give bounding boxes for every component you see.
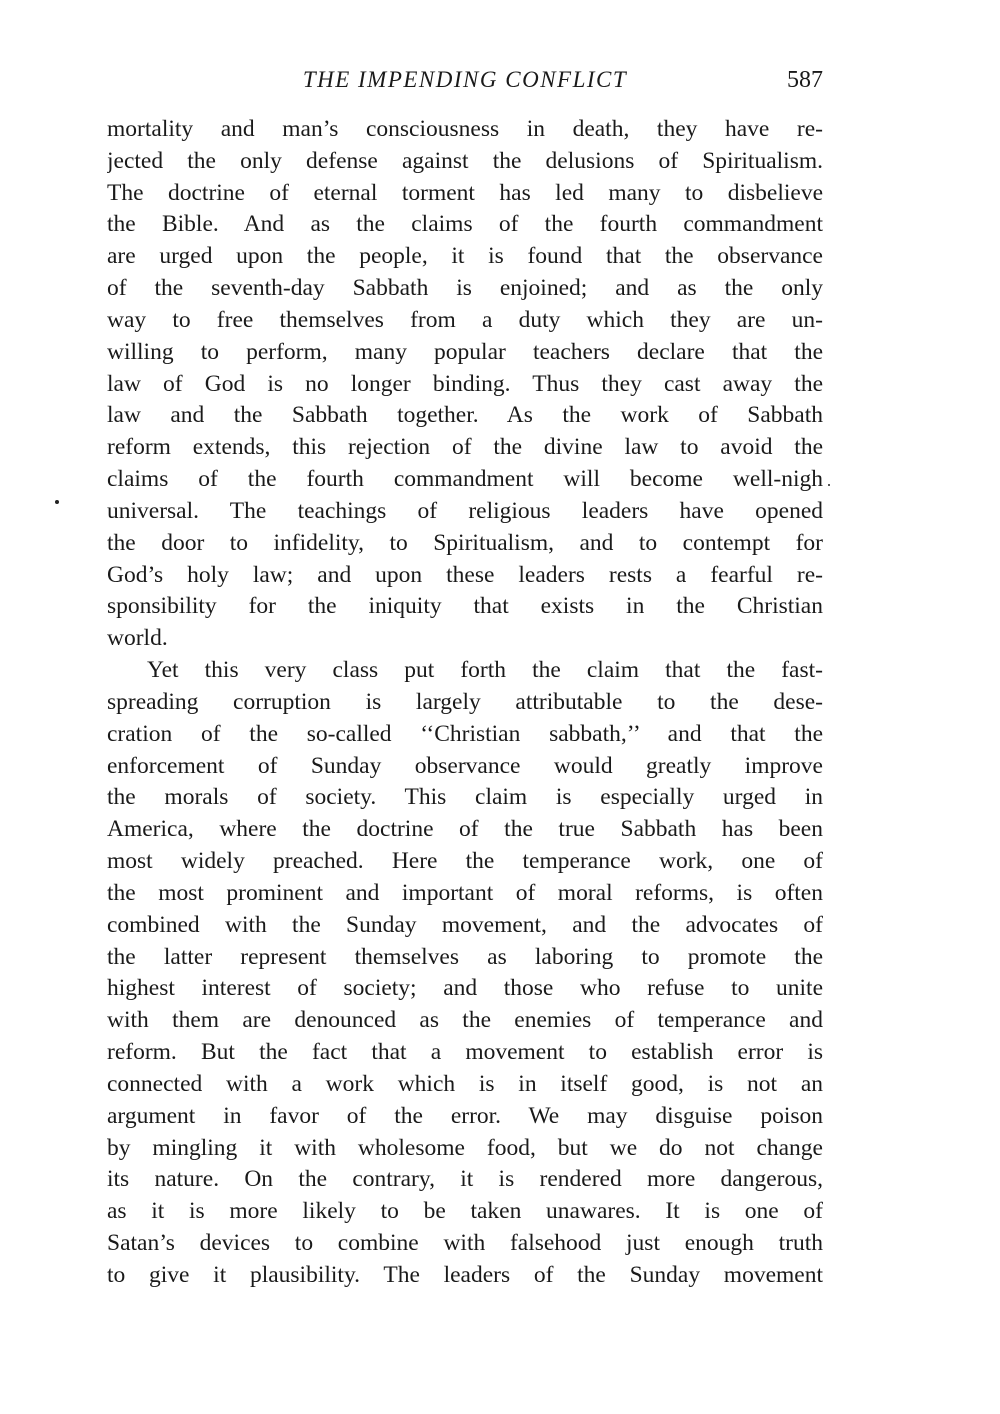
- text-line: the latter represent themselves as laboring to promote the: [107, 943, 823, 970]
- text-line: America, where the doctrine of the true Sabbath has been: [107, 816, 823, 843]
- text-line: the door to infidelity, to Spiritualism, and to contempt for: [107, 529, 823, 556]
- text-line: God’s holy law; and upon these leaders rests a fearful re-: [107, 561, 823, 588]
- text-line: willing to perform, many popular teachers declare that the: [107, 338, 823, 365]
- text-line: Satan’s devices to combine with falsehood just enough truth: [107, 1229, 823, 1256]
- text-line: its nature. On the contrary, it is rendered more dangerous,: [107, 1166, 823, 1193]
- ink-speck: [828, 484, 830, 486]
- text-line: sponsibility for the iniquity that exists in the Christian: [107, 593, 823, 620]
- text-line: to give it plausibility. The leaders of the Sunday movement: [107, 1261, 823, 1288]
- text-line: as it is more likely to be taken unawares. It is one of: [107, 1198, 823, 1225]
- text-line: reform extends, this rejection of the divine law to avoid the: [107, 434, 823, 461]
- text-line: argument in favor of the error. We may disguise poison: [107, 1102, 823, 1129]
- text-line: are urged upon the people, it is found that the observance: [107, 243, 823, 270]
- text-line: The doctrine of eternal torment has led many to disbelieve: [107, 179, 823, 206]
- running-head: [107, 62, 823, 98]
- text-line: jected the only defense against the delusions of Spiritualism.: [107, 147, 823, 174]
- text-line: law of God is no longer binding. Thus they cast away the: [107, 370, 823, 397]
- page-number: 587: [787, 67, 823, 93]
- text-line: the Bible. And as the claims of the fourth commandment: [107, 211, 823, 238]
- text-line: combined with the Sunday movement, and the advocates of: [107, 911, 823, 938]
- text-line: mortality and man’s consciousness in death, they have re-: [107, 116, 823, 142]
- text-line: most widely preached. Here the temperance work, one of: [107, 848, 823, 875]
- text-line: by mingling it with wholesome food, but we do not change: [107, 1134, 823, 1161]
- text-line: with them are denounced as the enemies of temperance and: [107, 1007, 823, 1034]
- text-line: claims of the fourth commandment will become well-nigh: [107, 466, 823, 493]
- text-line: highest interest of society; and those who refuse to unite: [107, 975, 823, 1002]
- text-line: of the seventh-day Sabbath is enjoined; and as the only: [107, 275, 823, 302]
- text-line: the most prominent and important of moral reforms, is often: [107, 879, 823, 906]
- text-line: connected with a work which is in itself good, is not an: [107, 1070, 823, 1097]
- text-line: enforcement of Sunday observance would greatly improve: [107, 752, 823, 779]
- running-title: THE IMPENDING CONFLICT: [302, 67, 628, 92]
- text-line: universal. The teachings of religious leaders have opened: [107, 497, 823, 524]
- text-line: law and the Sabbath together. As the work of Sabbath: [107, 402, 823, 429]
- text-line: Yet this very class put forth the claim that the fast-: [147, 657, 823, 684]
- text-line: the morals of society. This claim is especially urged in: [107, 784, 823, 811]
- text-line: reform. But the fact that a movement to establish error is: [107, 1039, 823, 1066]
- body-text: [107, 114, 823, 1292]
- ink-speck: [55, 500, 59, 504]
- text-line: world.: [107, 625, 168, 652]
- text-line: spreading corruption is largely attributable to the dese-: [107, 688, 823, 715]
- text-line: cration of the so-called ‘‘Christian sabbath,’’ and that the: [107, 720, 823, 747]
- text-line: way to free themselves from a duty which they are un-: [107, 306, 823, 333]
